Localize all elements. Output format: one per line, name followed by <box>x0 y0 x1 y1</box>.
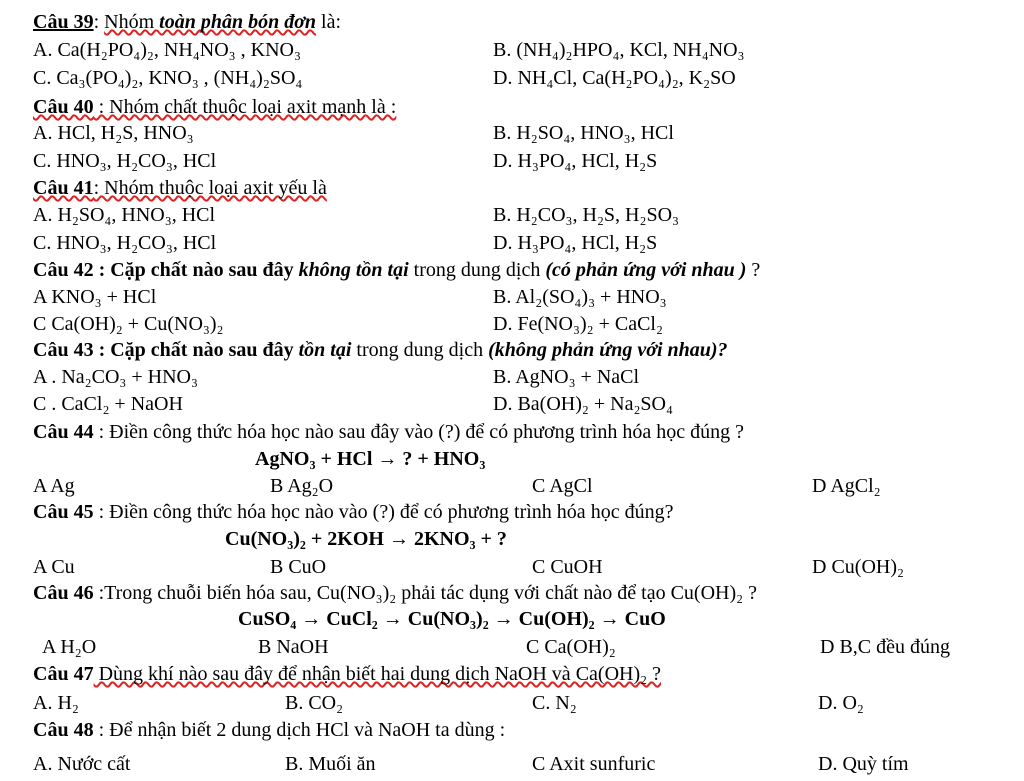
q43-option-b: B. AgNO₃ + NaCl <box>493 366 640 388</box>
q39-option-c: C. Ca₃(PO₄)₂, KNO₃ , (NH₄)₂SO₄ <box>33 67 303 89</box>
q39-stem <box>33 12 341 32</box>
q46-number: Câu 46 <box>33 582 94 604</box>
q43-text-c: trong dung dịch <box>351 339 489 361</box>
q42-option-c: C Ca(OH)₂ + Cu(NO₃)₂ <box>33 313 224 335</box>
q41-option-c: C. HNO₃, H₂CO₃, HCl <box>33 232 217 254</box>
q44-stem <box>33 422 744 442</box>
q43-option-d: D. Ba(OH)₂ + Na₂SO₄ <box>493 393 673 415</box>
q44-option-c: C AgCl <box>532 475 593 497</box>
q45-number: Câu 45 <box>33 501 94 523</box>
q40-option-d: D. H₃PO₄, HCl, H₂S <box>493 150 658 172</box>
q42-text-e: ? <box>746 259 761 281</box>
q41-option-b: B. H₂CO₃, H₂S, H₂SO₃ <box>493 204 680 226</box>
q44-text: : Điền công thức hóa học nào sau đây vào (?) để có phương trình hóa học đúng ? <box>93 421 744 443</box>
q48-option-c: C Axit sunfuric <box>532 753 656 775</box>
q41-option-d: D. H₃PO₄, HCl, H₂S <box>493 232 658 254</box>
q48-option-a: A. Nước cất <box>33 753 131 775</box>
q44-equation: AgNO₃ + HCl → ? + HNO₃ <box>255 448 486 470</box>
q47-option-c: C. N₂ <box>532 692 577 714</box>
q41-option-a: A. H₂SO₄, HNO₃, HCl <box>33 204 216 226</box>
q45-text: : Điền công thức hóa học nào vào (?) để có phương trình hóa học đúng? <box>93 501 674 523</box>
q42-text-c: trong dung dịch <box>408 259 546 281</box>
q45-option-c: C CuOH <box>532 556 603 578</box>
q45-option-b: B CuO <box>270 556 327 578</box>
q40-option-c: C. HNO₃, H₂CO₃, HCl <box>33 150 217 172</box>
q42-text-d: (có phản ứng với nhau ) <box>545 259 747 281</box>
q43-option-c: C . CaCl₂ + NaOH <box>33 393 183 415</box>
q42-option-b: B. Al₂(SO₄)₃ + HNO₃ <box>493 286 667 308</box>
q47-text: Dùng khí nào sau đây để nhận biết hai dung dịch NaOH và Ca(OH)₂ ? <box>93 663 661 685</box>
q40-option-b: B. H₂SO₄, HNO₃, HCl <box>493 122 674 144</box>
q40-stem <box>33 97 396 117</box>
q43-option-a: A . Na₂CO₃ + HNO₃ <box>33 366 198 388</box>
q48-text: : Để nhận biết 2 dung dịch HCl và NaOH ta dùng : <box>93 719 506 741</box>
q40-number: Câu 40 <box>33 96 94 118</box>
q42-option-d: D. Fe(NO₃)₂ + CaCl₂ <box>493 313 663 335</box>
q47-stem <box>33 664 661 684</box>
q48-number: Câu 48 <box>33 719 94 741</box>
q43-stem <box>33 340 728 360</box>
q47-option-b: B. CO₂ <box>285 692 344 714</box>
q47-option-a: A. H₂ <box>33 692 79 714</box>
q44-option-a: A Ag <box>33 475 75 497</box>
q44-option-d: D AgCl₂ <box>812 475 881 497</box>
q40-text: : Nhóm chất thuộc loại axit mạnh là : <box>93 96 397 118</box>
q46-option-b: B NaOH <box>258 636 329 658</box>
q41-text: : Nhóm thuộc loại axit yếu là <box>93 177 327 199</box>
q41-number: Câu 41 <box>33 177 94 199</box>
q43-text-d: (không phản ứng với nhau)? <box>488 339 728 361</box>
q39-number: Câu 39 <box>33 11 94 33</box>
q39-text-a: Nhóm <box>104 11 160 33</box>
q43-number: Câu 43 <box>33 339 94 361</box>
q46-equation: CuSO₄ → CuCl₂ → Cu(NO₃)₂ → Cu(OH)₂ → CuO <box>238 608 666 630</box>
q43-text-a: : Cặp chất nào sau đây <box>93 339 299 361</box>
q46-stem <box>33 583 757 603</box>
q43-text-b: tồn tại <box>298 339 352 361</box>
q39-text-b: toàn phân bón đơn <box>159 11 317 33</box>
q44-number: Câu 44 <box>33 421 94 443</box>
q47-number: Câu 47 <box>33 663 94 685</box>
q45-option-a: A Cu <box>33 556 75 578</box>
q41-stem <box>33 178 327 198</box>
q42-number: Câu 42 <box>33 259 94 281</box>
q48-option-b: B. Muối ăn <box>285 753 376 775</box>
q46-text: :Trong chuỗi biến hóa sau, Cu(NO₃)₂ phải tác dụng với chất nào để tạo Cu(OH)₂ ? <box>93 582 757 604</box>
q40-option-a: A. HCl, H₂S, HNO₃ <box>33 122 194 144</box>
q42-text-b: không tồn tại <box>298 259 409 281</box>
q48-stem <box>33 720 505 740</box>
q48-option-d: D. Quỳ tím <box>818 753 909 775</box>
q42-text-a: : Cặp chất nào sau đây <box>93 259 299 281</box>
q46-option-a: A H₂O <box>42 636 97 658</box>
q42-stem <box>33 260 760 280</box>
q45-equation: Cu(NO₃)₂ + 2KOH → 2KNO₃ + ? <box>225 528 507 550</box>
q39-option-b: B. (NH₄)₂HPO₄, KCl, NH₄NO₃ <box>493 39 745 61</box>
q46-option-d: D B,C đều đúng <box>820 636 950 658</box>
q39-option-d: D. NH₄Cl, Ca(H₂PO₄)₂, K₂SO <box>493 67 736 89</box>
q39-option-a: A. Ca(H₂PO₄)₂, NH₄NO₃ , KNO₃ <box>33 39 301 61</box>
q45-option-d: D Cu(OH)₂ <box>812 556 904 578</box>
q42-option-a: A KNO₃ + HCl <box>33 286 157 308</box>
q39-sep: : <box>93 11 105 33</box>
q47-option-d: D. O₂ <box>818 692 864 714</box>
q39-text-c: là: <box>316 11 342 33</box>
q45-stem <box>33 502 673 522</box>
q44-option-b: B Ag₂O <box>270 475 334 497</box>
q46-option-c: C Ca(OH)₂ <box>526 636 616 658</box>
